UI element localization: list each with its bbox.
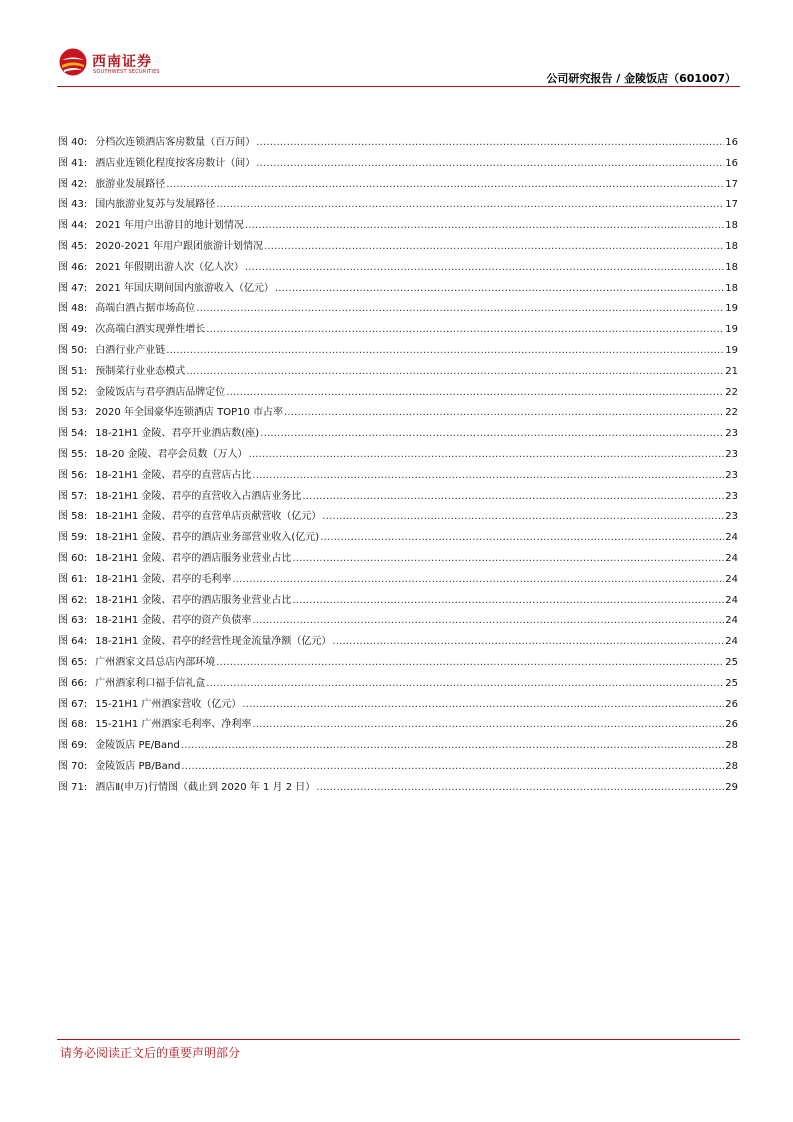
- toc-entry[interactable]: [58, 320, 738, 341]
- figure-label: 图 67:: [58, 698, 88, 710]
- toc-entry[interactable]: [58, 549, 738, 570]
- figure-label: 图 50:: [58, 344, 88, 356]
- figure-label: 图 53:: [58, 407, 88, 419]
- figure-title: 广州酒家利口福手信礼盒: [95, 677, 206, 689]
- page-number: 23: [725, 469, 738, 481]
- page-number: 22: [725, 386, 738, 398]
- page-number: 16: [725, 137, 738, 148]
- figure-label: 图 42:: [58, 178, 88, 190]
- page-number: 29: [725, 781, 738, 793]
- figure-label: 图 65:: [58, 656, 88, 668]
- toc-entry[interactable]: [58, 445, 738, 466]
- leader-dots: [252, 615, 724, 626]
- figure-title: 18-21H1 金陵、君亭的资产负债率: [95, 615, 252, 627]
- toc-entry[interactable]: [58, 299, 738, 320]
- leader-dots: [196, 303, 724, 314]
- footer-divider: [57, 1039, 740, 1040]
- leader-dots: [275, 283, 724, 294]
- figure-title: 18-21H1 金陵、君亭的经营性现金流量净额（亿元）: [95, 636, 332, 648]
- figure-title: 18-21H1 金陵、君亭的毛利率: [95, 573, 232, 585]
- page-number: 18: [725, 240, 738, 252]
- figure-title: 2021 年国庆期间国内旅游收入（亿元）: [95, 282, 274, 294]
- figure-label: 图 47:: [58, 282, 88, 294]
- page-number: 26: [725, 698, 738, 710]
- leader-dots: [316, 782, 724, 793]
- logo-chinese-name: 西南证券: [92, 54, 152, 70]
- toc-entry[interactable]: [58, 133, 738, 154]
- figure-title: 2021 年用户出游目的地计划情况: [95, 220, 244, 232]
- leader-dots: [302, 491, 724, 502]
- figure-title: 2020-2021 年用户跟团旅游计划情况: [95, 240, 263, 252]
- page-number: 19: [725, 344, 738, 356]
- page-number: 23: [725, 490, 738, 502]
- page-number: 19: [725, 324, 738, 336]
- page-number: 25: [725, 656, 738, 668]
- figure-label: 图 41:: [58, 157, 88, 169]
- figure-label: 图 64:: [58, 636, 88, 648]
- figure-label: 图 48:: [58, 303, 88, 315]
- page-header: [0, 0, 793, 90]
- report-title: 公司研究报告 / 金陵饭店（601007）: [546, 72, 736, 85]
- toc-entry[interactable]: [58, 487, 738, 508]
- page-number: 18: [725, 282, 738, 294]
- figure-title: 18-21H1 金陵、君亭的酒店服务业营业占比: [95, 594, 292, 606]
- page-number: 24: [725, 552, 738, 564]
- page-number: 23: [725, 511, 738, 523]
- toc-entry[interactable]: [58, 341, 738, 362]
- leader-dots: [181, 740, 724, 751]
- toc-entry[interactable]: [58, 507, 738, 528]
- header-divider: [57, 86, 740, 87]
- page-number: 22: [725, 407, 738, 419]
- toc-entry[interactable]: [58, 757, 738, 778]
- figure-label: 图 71:: [58, 781, 88, 793]
- toc-entry[interactable]: [58, 424, 738, 445]
- page-number: 17: [725, 178, 738, 190]
- toc-entry[interactable]: [58, 362, 738, 383]
- figure-label: 图 46:: [58, 261, 88, 273]
- leader-dots: [292, 553, 724, 564]
- leader-dots: [260, 428, 724, 439]
- toc-entry[interactable]: [58, 258, 738, 279]
- figure-title: 酒店业连锁化程度按客房数计（间）: [95, 157, 256, 169]
- leader-dots: [186, 366, 724, 377]
- leader-dots: [216, 657, 724, 668]
- leader-dots: [245, 262, 724, 273]
- figure-label: 图 60:: [58, 552, 88, 564]
- page-number: 19: [725, 303, 738, 315]
- figure-title: 高端白酒占据市场高位: [95, 303, 196, 315]
- figure-title: 白酒行业产业链: [95, 344, 166, 356]
- page-number: 28: [725, 740, 738, 752]
- toc-entry[interactable]: [58, 403, 738, 424]
- page-number: 24: [725, 636, 738, 648]
- figure-label: 图 51:: [58, 365, 88, 377]
- figure-label: 图 55:: [58, 448, 88, 460]
- figure-label: 图 45:: [58, 240, 88, 252]
- figure-title: 广州酒家文昌总店内部环境: [95, 656, 216, 668]
- toc-entry[interactable]: [58, 695, 738, 716]
- page-number: 17: [725, 199, 738, 211]
- figure-title: 旅游业发展路径: [95, 178, 166, 190]
- leader-dots: [264, 241, 724, 252]
- leader-dots: [249, 449, 725, 460]
- figure-label: 图 62:: [58, 594, 88, 606]
- page-number: 16: [725, 157, 738, 169]
- page-number: 24: [725, 594, 738, 606]
- figure-title: 次高端白酒实现弹性增长: [95, 324, 206, 336]
- toc-entry[interactable]: [58, 216, 738, 237]
- figure-title: 金陵饭店 PE/Band: [95, 740, 180, 752]
- page-number: 25: [725, 677, 738, 689]
- page-number: 24: [725, 532, 738, 544]
- leader-dots: [256, 137, 724, 148]
- toc-entry[interactable]: [58, 175, 738, 196]
- toc-entry[interactable]: [58, 715, 738, 736]
- leader-dots: [245, 220, 724, 231]
- leader-dots: [242, 699, 724, 710]
- toc-entry[interactable]: [58, 528, 738, 549]
- page-number: 28: [725, 760, 738, 772]
- leader-dots: [166, 345, 724, 356]
- page-number: 26: [725, 719, 738, 731]
- leader-dots: [216, 199, 724, 210]
- figure-label: 图 58:: [58, 511, 88, 523]
- leader-dots: [181, 761, 724, 772]
- figure-label: 图 69:: [58, 740, 88, 752]
- toc-entry[interactable]: [58, 736, 738, 757]
- figure-title: 18-21H1 金陵、君亭的酒店业务部营业收入(亿元): [95, 532, 320, 544]
- toc-entry[interactable]: [58, 154, 738, 175]
- logo-emblem-icon: [58, 47, 88, 77]
- leader-dots: [332, 636, 724, 647]
- figure-title: 分档次连锁酒店客房数量（百万间）: [95, 137, 256, 148]
- figure-title: 酒店Ⅱ(申万)行情图（截止到 2020 年 1 月 2 日）: [95, 781, 316, 793]
- figure-title: 国内旅游业复苏与发展路径: [95, 199, 216, 211]
- page-number: 18: [725, 261, 738, 273]
- toc-entry[interactable]: [58, 653, 738, 674]
- logo-english-name: SOUTHWEST SECURITIES: [93, 69, 160, 75]
- leader-dots: [166, 179, 724, 190]
- toc-entry[interactable]: [58, 674, 738, 695]
- figure-title: 18-21H1 金陵、君亭的直营店占比: [95, 469, 252, 481]
- page-number: 23: [725, 428, 738, 440]
- toc-entry[interactable]: [58, 279, 738, 300]
- leader-dots: [252, 719, 724, 730]
- figure-title: 2021 年假期出游人次（亿人次）: [95, 261, 244, 273]
- toc-entry[interactable]: [58, 632, 738, 653]
- figure-label: 图 54:: [58, 428, 88, 440]
- toc-entry[interactable]: [58, 383, 738, 404]
- figure-label: 图 52:: [58, 386, 88, 398]
- figure-label: 图 40:: [58, 137, 88, 148]
- figure-title: 15-21H1 广州酒家营收（亿元）: [95, 698, 242, 710]
- toc-entry[interactable]: [58, 570, 738, 591]
- figure-label: 图 43:: [58, 199, 88, 211]
- figure-label: 图 56:: [58, 469, 88, 481]
- leader-dots: [252, 470, 724, 481]
- figure-list: [58, 133, 738, 799]
- leader-dots: [256, 158, 724, 169]
- figure-label: 图 44:: [58, 220, 88, 232]
- leader-dots: [232, 574, 724, 585]
- figure-label: 图 68:: [58, 719, 88, 731]
- figure-title: 18-20 金陵、君亭会员数（万人）: [95, 448, 248, 460]
- toc-entry[interactable]: [58, 237, 738, 258]
- leader-dots: [320, 532, 724, 543]
- footer-disclaimer: 请务必阅读正文后的重要声明部分: [60, 1046, 241, 1060]
- toc-entry[interactable]: [58, 466, 738, 487]
- company-logo: [58, 47, 168, 81]
- figure-label: 图 66:: [58, 677, 88, 689]
- figure-title: 金陵饭店 PB/Band: [95, 760, 181, 772]
- toc-entry[interactable]: [58, 611, 738, 632]
- leader-dots: [284, 407, 724, 418]
- figure-label: 图 59:: [58, 532, 88, 544]
- page-number: 21: [725, 365, 738, 377]
- leader-dots: [292, 595, 724, 606]
- page-number: 18: [725, 220, 738, 232]
- leader-dots: [322, 511, 724, 522]
- figure-label: 图 61:: [58, 573, 88, 585]
- figure-title: 金陵饭店与君亭酒店品牌定位: [95, 386, 226, 398]
- figure-title: 18-21H1 金陵、君亭开业酒店数(座): [95, 428, 260, 440]
- figure-title: 2020 年全国豪华连锁酒店 TOP10 市占率: [95, 407, 284, 419]
- figure-title: 18-21H1 金陵、君亭的直营收入占酒店业务比: [95, 490, 302, 502]
- leader-dots: [206, 324, 724, 335]
- leader-dots: [206, 678, 724, 689]
- leader-dots: [226, 387, 724, 398]
- figure-title: 15-21H1 广州酒家毛利率、净利率: [95, 719, 252, 731]
- page-number: 24: [725, 573, 738, 585]
- figure-label: 图 63:: [58, 615, 88, 627]
- page-number: 24: [725, 615, 738, 627]
- figure-label: 图 57:: [58, 490, 88, 502]
- figure-title: 18-21H1 金陵、君亭的直营单店贡献营收（亿元）: [95, 511, 322, 523]
- figure-label: 图 49:: [58, 324, 88, 336]
- toc-entry[interactable]: [58, 195, 738, 216]
- figure-title: 18-21H1 金陵、君亭的酒店服务业营业占比: [95, 552, 292, 564]
- toc-entry[interactable]: [58, 591, 738, 612]
- page-number: 23: [725, 448, 738, 460]
- figure-title: 预制菜行业业态模式: [95, 365, 186, 377]
- toc-entry[interactable]: [58, 778, 738, 799]
- figure-label: 图 70:: [58, 760, 88, 772]
